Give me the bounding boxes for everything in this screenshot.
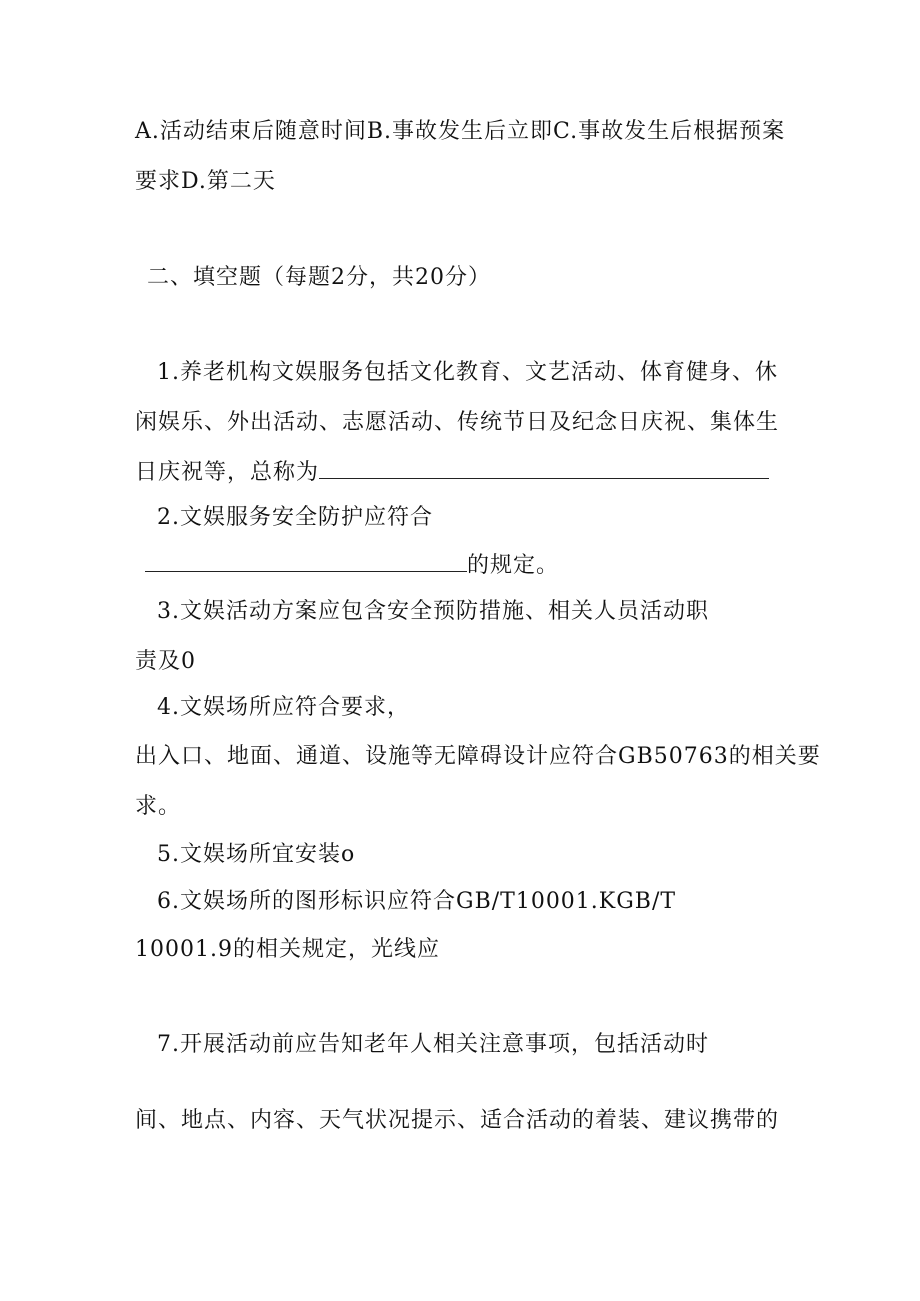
- item-number: 2: [157, 505, 172, 530]
- prev-question-options-line-1: A.活动结束后随意时间B.事故发生后立即C.事故发生后根据预案: [135, 119, 786, 144]
- item-number: 5: [157, 842, 172, 867]
- item-1-line-3: [135, 458, 769, 488]
- item-text: .养老机构文娱服务包括文化教育、文艺活动、体育健身、休: [172, 360, 778, 385]
- item-3-line-2: 责及0: [135, 649, 196, 674]
- item-number: 1: [157, 360, 172, 385]
- item-6-line-1: [157, 887, 676, 917]
- item-text: 日庆祝等，总称为: [135, 460, 320, 485]
- item-number: 7: [157, 1032, 172, 1057]
- answer-blank[interactable]: [319, 460, 769, 479]
- item-text: .文娱场所宜安装o: [172, 842, 356, 867]
- item-text: .文娱场所的图形标识应符合GB/T10001.KGB/T: [172, 889, 677, 914]
- item-text: .文娱活动方案应包含安全预防措施、相关人员活动职: [172, 599, 709, 624]
- item-text: .开展活动前应告知老年人相关注意事项，包括活动时: [172, 1032, 709, 1057]
- item-3-line-1: [157, 597, 709, 627]
- item-6-line-2: 10001.9的相关规定，光线应: [135, 937, 440, 962]
- item-number: 4: [157, 695, 172, 720]
- item-text: 的规定。: [467, 553, 560, 578]
- item-2-line-1: [157, 503, 433, 533]
- prev-question-options-line-2: 要求D.第二天: [135, 169, 276, 194]
- item-7-line-1: [157, 1030, 709, 1060]
- item-number: 3: [157, 599, 172, 624]
- section-heading: 二、填空题（每题2分，共20分）: [147, 265, 491, 290]
- item-text: .文娱服务安全防护应符合: [172, 505, 433, 530]
- item-5-line-1: [157, 840, 355, 870]
- item-number: 6: [157, 889, 172, 914]
- item-4-line-1: [157, 693, 410, 723]
- item-2-line-2: [145, 551, 559, 581]
- item-4-line-3: 求。: [135, 794, 182, 819]
- item-1-line-1: [157, 358, 778, 388]
- item-text: .文娱场所应符合要求，: [172, 695, 410, 720]
- item-7-line-2: 间、地点、内容、天气状况提示、适合活动的着装、建议携带的: [135, 1108, 780, 1133]
- item-4-line-2: 出入口、地面、通道、设施等无障碍设计应符合GB50763的相关要: [135, 744, 821, 769]
- item-1-line-2: 闲娱乐、外出活动、志愿活动、传统节日及纪念日庆祝、集体生: [135, 410, 780, 435]
- answer-blank[interactable]: [145, 553, 467, 572]
